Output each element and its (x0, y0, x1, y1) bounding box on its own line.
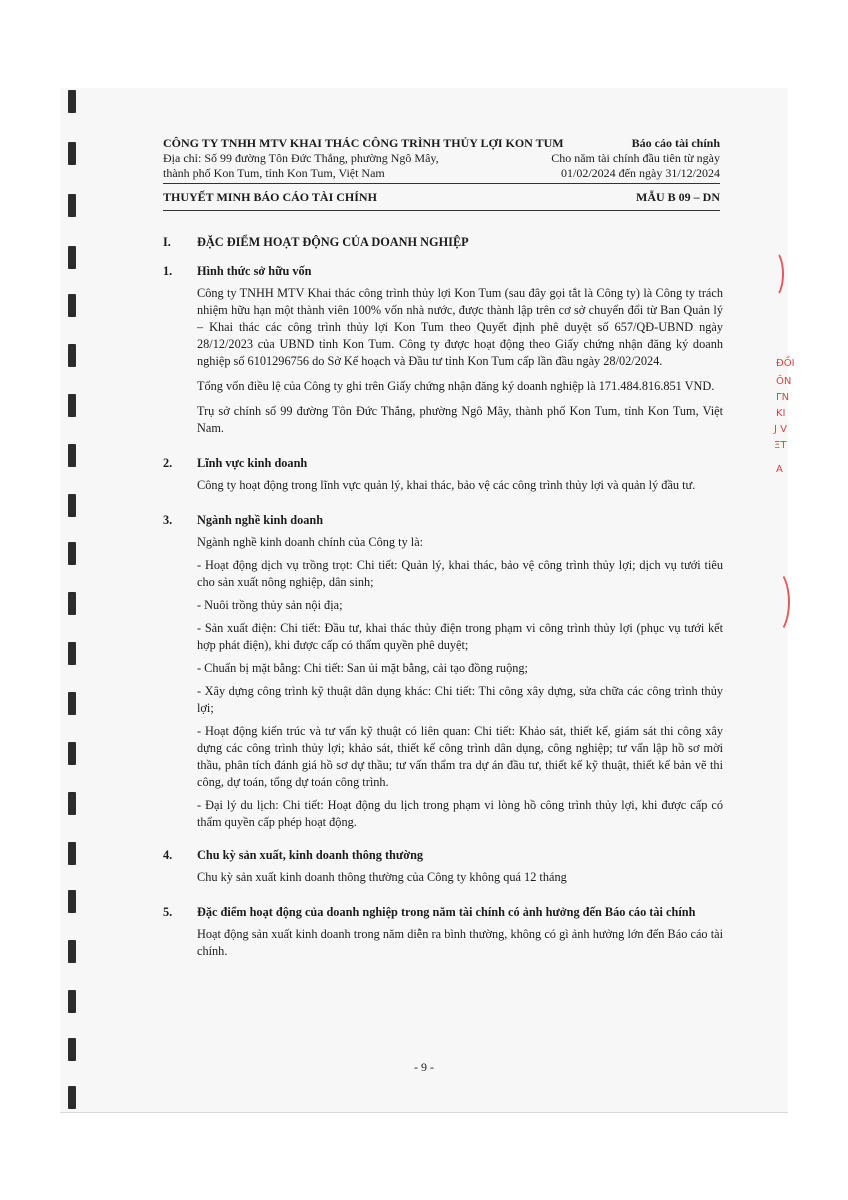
list-item: - Nuôi trồng thủy sản nội địa; (197, 598, 343, 612)
stamp-text: ΞT (774, 440, 787, 451)
main-heading (163, 234, 723, 251)
paragraph: Ngành nghề kinh doanh chính của Công ty là: (197, 535, 424, 549)
paragraph: Công ty TNHH MTV Khai thác công trình thủy lợi Kon Tum (sau đây gọi tắt là Công ty) là Công ty trách nhiệm hữu hạn một thành viên 100% vốn nhà nước, được thành lập trên cơ sở chuyển đổi từ Ban Quản lý – Khai thác các công trình thủy lợi Kon Tum theo Quyết định phê duyệt số 657/QĐ-UBND ngày 28/12/2023 của UBND tỉnh Kon Tum. Công ty được hoạt động theo Giấy chứng nhận đăng ký doanh nghiệp số 6101296756 do Sở Kế hoạch và Đầu tư tỉnh Kon Tum cấp lần đầu ngày 28/02/2024. (197, 286, 723, 368)
section-number: 5. (163, 905, 173, 919)
list-item: - Hoạt động kiến trúc và tư vấn kỹ thuật có liên quan: Chi tiết: Khảo sát, thiết kế, giám sát thi công xây dựng các công trình thủy lợi; khảo sát, thiết kế công trình dân dụng, công nghiệp; tư vấn lập hồ sơ mời thầu, phân tích đánh giá hồ sơ dự thầu; tư vấn thẩm tra dự án đầu tư, thiết kế kỹ thuật, thiết kế bản vẽ thi công, dự toán, tổng dự toán công trình. (197, 724, 723, 789)
list-item: - Hoạt động dịch vụ trồng trọt: Chi tiết: Quản lý, khai thác, bảo vệ công trình thủy lợi; dịch vụ tưới tiêu cho sản xuất nông nghiệp, dân sinh; (197, 558, 723, 589)
section-title: Ngành nghề kinh doanh (197, 513, 324, 527)
period-line-2: 01/02/2024 đến ngày 31/12/2024 (561, 166, 720, 180)
company-name: CÔNG TY TNHH MTV KHAI THÁC CÔNG TRÌNH THỦY LỢI KON TUM (163, 136, 564, 150)
stamp-text: A (776, 464, 783, 475)
header-divider (163, 183, 720, 184)
paragraph: Trụ sở chính số 99 đường Tôn Đức Thắng, phường Ngô Mây, thành phố Kon Tum, tỉnh Kon Tum, Việt Nam. (197, 404, 723, 435)
address-line-1: Địa chỉ: Số 99 đường Tôn Đức Thắng, phường Ngô Mây, (163, 151, 439, 165)
paragraph: Hoạt động sản xuất kinh doanh trong năm diễn ra bình thường, không có gì ảnh hưởng lớn đến Báo cáo tài chính. (197, 927, 723, 958)
document-body (163, 234, 723, 968)
stamp-text: ĐỒI (776, 358, 795, 369)
subheader-divider (163, 210, 720, 211)
binding-holes (68, 88, 82, 1112)
address-line-2: thành phố Kon Tum, tỉnh Kon Tum, Việt Nam (163, 166, 385, 180)
list-item: - Sản xuất điện: Chi tiết: Đầu tư, khai thác thủy điện trong phạm vi công trình thủy lợi (phục vụ tưới kết hợp phát điện), khi được cấp có thẩm quyền phê duyệt; (197, 621, 723, 652)
section-4 (163, 847, 723, 886)
report-type: Báo cáo tài chính (631, 136, 720, 150)
stamp-text: J V (774, 424, 787, 435)
seal-arc-upper (764, 250, 784, 298)
seal-fragment-stamp (770, 250, 795, 630)
section-3 (163, 512, 723, 831)
document-title: THUYẾT MINH BÁO CÁO TÀI CHÍNH (163, 190, 377, 204)
section-title: Chu kỳ sản xuất, kinh doanh thông thường (197, 848, 424, 862)
section-number: 4. (163, 848, 173, 862)
section-2 (163, 455, 723, 494)
stamp-text: KI (776, 408, 786, 419)
section-title: Đặc điểm hoạt động của doanh nghiệp trong năm tài chính có ảnh hưởng đến Báo cáo tài chính (197, 905, 696, 919)
section-5 (163, 904, 723, 960)
page-number: - 9 - (414, 1060, 434, 1074)
section-title: Hình thức sở hữu vốn (197, 264, 312, 278)
paragraph: Công ty hoạt động trong lĩnh vực quản lý, khai thác, bảo vệ các công trình thủy lợi và quản lý đầu tư. (197, 478, 696, 492)
document-header (163, 136, 720, 181)
section-number: 2. (163, 456, 173, 470)
section-1 (163, 263, 723, 437)
section-number: 3. (163, 513, 173, 527)
main-heading-number: I. (163, 235, 171, 249)
section-title: Lĩnh vực kinh doanh (197, 456, 308, 470)
section-number: 1. (163, 264, 173, 278)
document-subheader (163, 190, 720, 205)
stamp-text: ÔN (776, 376, 792, 387)
paragraph: Chu kỳ sản xuất kinh doanh thông thường của Công ty không quá 12 tháng (197, 870, 567, 884)
list-item: - Chuẩn bị mặt bằng: Chi tiết: San ủi mặt bằng, cải tạo đồng ruộng; (197, 661, 528, 675)
list-item: - Đại lý du lịch: Chi tiết: Hoạt động du lịch trong phạm vi lòng hồ công trình thủy lợi, khi được cấp có thẩm quyền cấp phép hoạt động. (197, 798, 723, 829)
stamp-text: ΓN (776, 392, 790, 403)
list-item: - Xây dựng công trình kỹ thuật dân dụng khác: Chi tiết: Thi công xây dựng, sửa chữa các công trình thủy lợi; (197, 684, 723, 715)
paragraph: Tổng vốn điều lệ của Công ty ghi trên Giấy chứng nhận đăng ký doanh nghiệp là 171.484.816.851 VND. (197, 379, 715, 393)
form-code: MẪU B 09 – DN (636, 190, 720, 204)
seal-arc-lower (762, 570, 790, 634)
period-line-1: Cho năm tài chính đầu tiên từ ngày (551, 151, 720, 165)
main-heading-title: ĐẶC ĐIỂM HOẠT ĐỘNG CỦA DOANH NGHIỆP (197, 235, 469, 249)
